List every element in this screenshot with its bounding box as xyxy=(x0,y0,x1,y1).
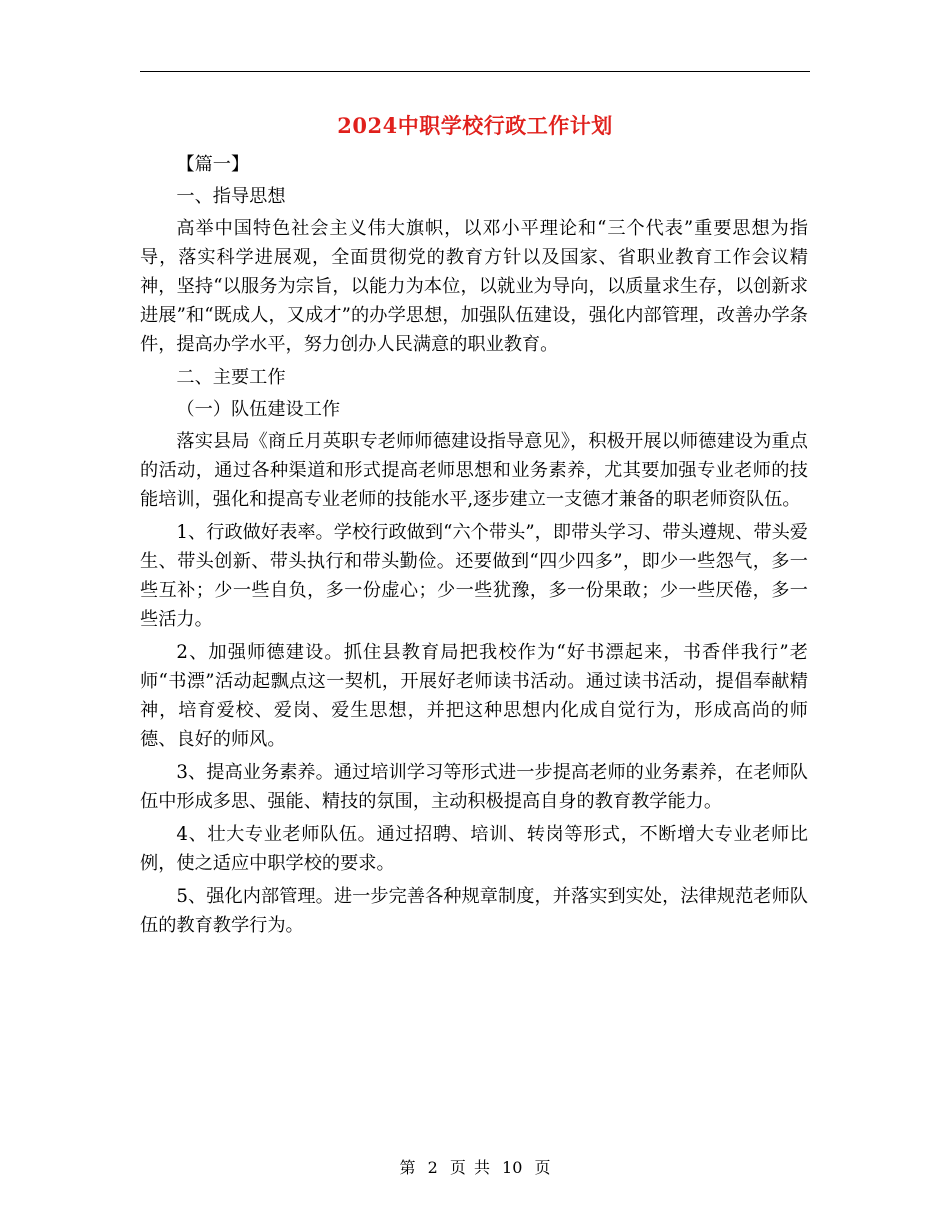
footer-prefix: 第 xyxy=(399,1158,416,1177)
paragraph-team-building: 落实县局《商丘月英职专老师师德建设指导意见》，积极开展以师德建设为重点的活动，通过各种渠道和形式提高老师思想和业务素养，尤其要加强专业老师的技能培训，强化和提高专业老师的技能水平,逐步建立一支德才兼备的职老师资队伍。 xyxy=(140,431,808,510)
footer-mid: 页 共 xyxy=(449,1158,490,1177)
paragraph-guiding-ideology: 高举中国特色社会主义伟大旗帜，以邓小平理论和“三个代表”重要思想为指导，落实科学进展观，全面贯彻党的教育方针以及国家、省职业教育工作会议精神，坚持“以服务为宗旨，以能力为本位，以就业为导向，以质量求生存，以创新求进展”和“既成人，又成才”的办学思想，加强队伍建设，强化内部管理，改善办学条件，提高办学水平，努力创办人民满意的职业教育。 xyxy=(140,218,808,355)
total-pages: 10 xyxy=(502,1158,523,1177)
footer-suffix: 页 xyxy=(534,1158,551,1177)
paragraph-item-2: 2、加强师德建设。抓住县教育局把我校作为“好书漂起来，书香伴我行”老师“书漂”活动起飘点这一契机，开展好老师读书活动。通过读书活动，提倡奉献精神，培育爱校、爱岗、爱生思想，并把这种思想内化成自觉行为，形成高尚的师德、良好的师风。 xyxy=(140,642,808,750)
paragraph-item-3: 3、提高业务素养。通过培训学习等形式进一步提高老师的业务素养，在老师队伍中形成多思、强能、精技的氛围，主动积极提高自身的教育教学能力。 xyxy=(140,762,808,812)
document-title: 2024中职学校行政工作计划 xyxy=(337,113,613,138)
document-body xyxy=(140,150,808,944)
section-label: 【篇一】 xyxy=(176,154,250,175)
heading-guiding-ideology: 一、指导思想 xyxy=(176,186,286,207)
paragraph-item-4: 4、壮大专业老师队伍。通过招聘、培训、转岗等形式，不断增大专业老师比例，使之适应中职学校的要求。 xyxy=(140,824,808,874)
page-footer xyxy=(0,1155,950,1178)
header-rule xyxy=(140,71,810,72)
paragraph-item-5: 5、强化内部管理。进一步完善各种规章制度，并落实到实处，法律规范老师队伍的教育教学行为。 xyxy=(140,886,808,936)
heading-main-work: 二、主要工作 xyxy=(176,367,286,388)
paragraph-item-1: 1、行政做好表率。学校行政做到“六个带头”，即带头学习、带头遵规、带头爱生、带头创新、带头执行和带头勤俭。还要做到“四少四多”，即少一些怨气，多一些互补；少一些自负，多一份虚心；少一些犹豫，多一份果敢；少一些厌倦，多一些活力。 xyxy=(140,522,808,630)
heading-team-building: （一）队伍建设工作 xyxy=(176,399,341,420)
page-number: 2 xyxy=(427,1158,438,1177)
